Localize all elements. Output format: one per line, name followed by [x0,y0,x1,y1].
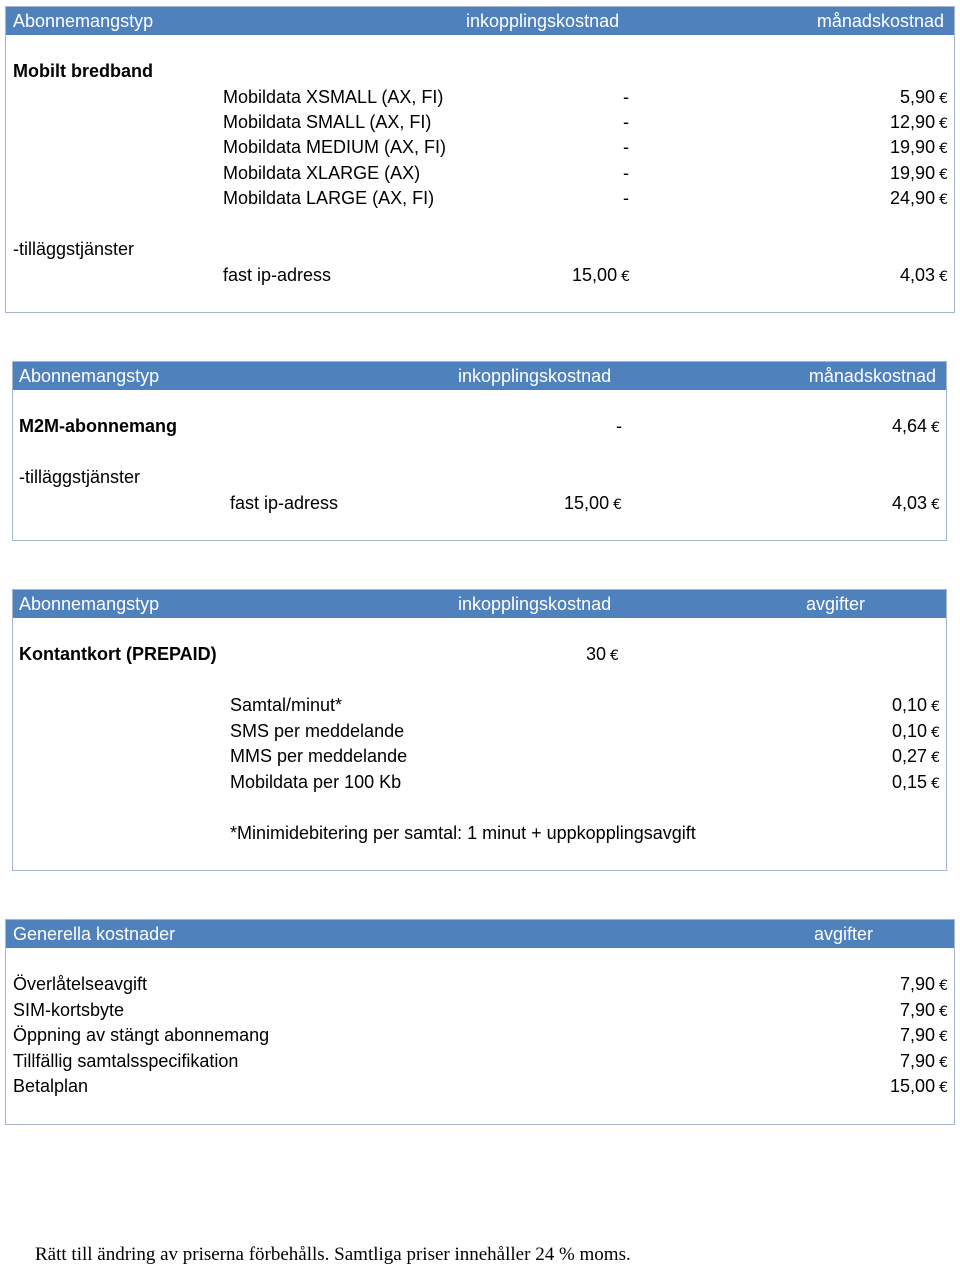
plan-setup-cost: - [616,416,622,436]
fee-name: SIM-kortsbyte [13,1000,125,1020]
euro-icon: € [931,776,940,792]
euro-icon: € [939,1080,948,1096]
euro-icon: € [931,420,940,436]
addon-setup-cost: 15,00 € [572,265,630,285]
euro-icon: € [939,1004,948,1020]
fee-name: Överlåtelseavgift [13,974,148,994]
fee-value: 0,10 € [892,721,940,741]
addon-label: -tilläggstjänster [13,239,135,259]
header-general-costs: Generella kostnader [13,924,176,944]
plan-monthly-cost: 24,90 € [890,188,948,208]
header-fees: avgifter [814,924,874,944]
addon-monthly-cost: 4,03 € [900,265,948,285]
fee-value: 7,90 € [900,1000,948,1020]
plan-setup-cost: - [623,112,629,132]
price-table-mobile-broadband [5,6,955,313]
section-title: Mobilt bredband [13,61,153,81]
euro-icon: € [931,497,940,513]
euro-icon: € [939,1029,948,1045]
addon-name: fast ip-adress [230,493,339,513]
euro-icon: € [939,116,948,132]
plan-monthly-cost: 12,90 € [890,112,948,132]
header-monthly-cost: månadskostnad [816,11,944,31]
fee-name: Betalplan [13,1076,89,1096]
fee-value: 7,90 € [900,1051,948,1071]
euro-icon: € [931,725,940,741]
plan-name: Mobildata XSMALL (AX, FI) [223,87,444,107]
header-setup-cost: inkopplingskostnad [466,11,620,31]
fee-name: MMS per meddelande [230,746,408,766]
euro-icon: € [939,167,948,183]
plan-setup-cost: - [623,188,629,208]
plan-setup-cost: 30 € [586,644,619,664]
fee-name: Mobildata per 100 Kb [230,772,402,792]
euro-icon: € [939,1055,948,1071]
plan-name: Mobildata XLARGE (AX) [223,163,421,183]
fee-name: SMS per meddelande [230,721,405,741]
fee-value: 0,15 € [892,772,940,792]
table-header [6,7,954,35]
addon-monthly-cost: 4,03 € [892,493,940,513]
plan-name: Mobildata SMALL (AX, FI) [223,112,432,132]
fee-value: 15,00 € [890,1076,948,1096]
fee-value: 0,27 € [892,746,940,766]
plan-setup-cost: - [623,163,629,183]
footer-disclaimer: Rätt till ändring av priserna förbehålls. Samtliga priser innehåller 24 % moms. [35,1244,631,1265]
euro-icon: € [939,192,948,208]
fee-value: 7,90 € [900,1025,948,1045]
plan-monthly-cost: 4,64 € [892,416,940,436]
fee-value: 7,90 € [900,974,948,994]
section-title: M2M-abonnemang [19,416,178,436]
price-table-m2m [12,361,947,541]
table-header [13,362,946,390]
fee-name: Tillfällig samtalsspecifikation [13,1051,239,1071]
table-header [6,920,954,948]
euro-icon: € [931,750,940,766]
table-header [13,590,946,618]
plan-setup-cost: - [623,87,629,107]
addon-setup-cost: 15,00 € [564,493,622,513]
euro-icon: € [939,141,948,157]
footnote: *Minimidebitering per samtal: 1 minut + uppkopplingsavgift [230,823,696,843]
plan-monthly-cost: 19,90 € [890,137,948,157]
price-table-prepaid [12,589,947,871]
euro-icon: € [621,269,630,285]
header-subscription-type: Abonnemangstyp [19,366,160,386]
header-setup-cost: inkopplingskostnad [458,366,612,386]
euro-icon: € [610,648,619,664]
fee-name: Öppning av stängt abonnemang [13,1025,270,1045]
header-fees: avgifter [806,594,866,614]
plan-name: Mobildata MEDIUM (AX, FI) [223,137,447,157]
plan-monthly-cost: 5,90 € [900,87,948,107]
euro-icon: € [939,91,948,107]
header-subscription-type: Abonnemangstyp [13,11,154,31]
plan-monthly-cost: 19,90 € [890,163,948,183]
euro-icon: € [939,978,948,994]
euro-icon: € [613,497,622,513]
price-table-general-costs [5,919,955,1125]
addon-name: fast ip-adress [223,265,332,285]
plan-setup-cost: - [623,137,629,157]
header-setup-cost: inkopplingskostnad [458,594,612,614]
plan-name: Mobildata LARGE (AX, FI) [223,188,435,208]
euro-icon: € [939,269,948,285]
addon-label: -tilläggstjänster [19,467,141,487]
section-title: Kontantkort (PREPAID) [19,644,217,664]
fee-value: 0,10 € [892,695,940,715]
header-subscription-type: Abonnemangstyp [19,594,160,614]
euro-icon: € [931,699,940,715]
fee-name: Samtal/minut* [230,695,343,715]
header-monthly-cost: månadskostnad [808,366,936,386]
